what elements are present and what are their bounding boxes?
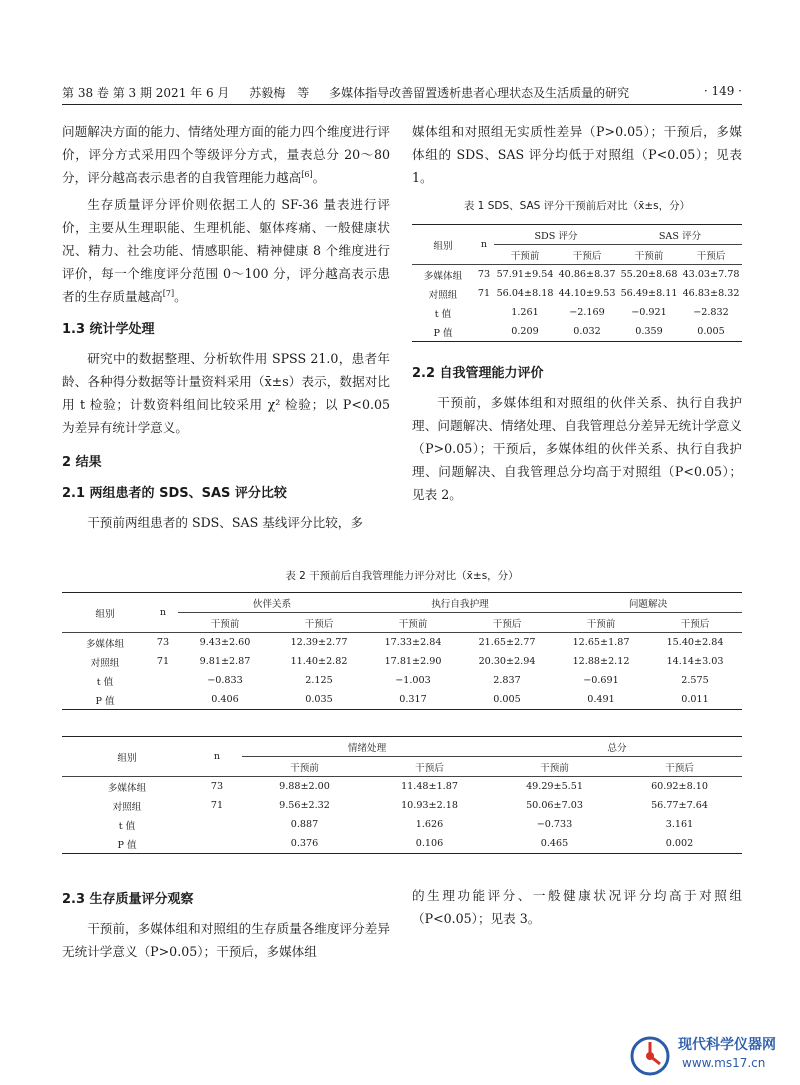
table2-header-emotion: 情绪处理 xyxy=(242,737,492,757)
table-row xyxy=(62,690,742,710)
table-cell: 0.376 xyxy=(242,834,367,854)
table-row xyxy=(62,671,742,690)
table-cell: 多媒体组 xyxy=(85,638,125,650)
watermark-url[interactable]: www.ms17.cn xyxy=(682,1056,766,1070)
table-row xyxy=(62,777,742,797)
table-cell: 12.88±2.12 xyxy=(572,656,630,667)
table-cell: 0.406 xyxy=(178,690,272,710)
right-column xyxy=(412,120,742,189)
table-cell: P 值 xyxy=(62,690,148,710)
table-cell: 9.43±2.60 xyxy=(199,637,251,648)
table-row xyxy=(62,796,742,815)
table-cell: 多媒体组 xyxy=(423,270,463,282)
running-header xyxy=(62,84,742,102)
table2-header-partner: 伙伴关系 xyxy=(178,593,366,613)
table-cell: 多媒体组 xyxy=(107,782,147,794)
table-cell: 11.48±1.87 xyxy=(401,781,458,792)
table-cell: 9.88±2.00 xyxy=(279,781,330,792)
table-cell: 对照组 xyxy=(112,801,142,813)
table-cell xyxy=(474,322,494,342)
table-cell: 干预后 xyxy=(367,757,492,777)
table-cell: 0.317 xyxy=(366,690,460,710)
table-row xyxy=(62,633,742,653)
table-cell xyxy=(474,303,494,322)
table-row xyxy=(412,322,742,342)
table-cell: 56.77±7.64 xyxy=(651,800,708,811)
table-cell: 0.002 xyxy=(617,834,742,854)
table-cell: 55.20±8.68 xyxy=(620,269,678,280)
table-cell: 0.209 xyxy=(494,322,556,342)
table2-header-n: n xyxy=(148,593,178,633)
table-cell: 1.626 xyxy=(415,819,444,830)
table-cell: −0.921 xyxy=(631,307,667,318)
table-cell xyxy=(192,834,242,854)
table-cell: 15.40±2.84 xyxy=(666,637,724,648)
table-cell: P 值 xyxy=(62,834,192,854)
table-cell: 0.032 xyxy=(556,322,618,342)
table-cell: −2.832 xyxy=(693,307,729,318)
paragraph-text: 。 xyxy=(312,170,326,185)
paragraph-sds-sas-intro: 干预前两组患者的 SDS、SAS 基线评分比较，多 xyxy=(87,515,363,530)
table-cell: 干预后 xyxy=(617,757,742,777)
table2-header-problem: 问题解决 xyxy=(554,593,742,613)
table-cell: t 值 xyxy=(434,308,452,320)
table-cell: 0.359 xyxy=(618,322,680,342)
table-cell: t 值 xyxy=(118,820,136,832)
table1-header-sas: SAS 评分 xyxy=(618,225,742,245)
section-heading-2-1: 2.1 两组患者的 SDS、SAS 评分比较 xyxy=(62,486,287,501)
journal-issue: 第 38 卷 第 3 期 2021 年 6 月 xyxy=(62,86,230,100)
table1-header-n: n xyxy=(474,225,494,265)
table-row xyxy=(62,834,742,854)
page-number: · 149 · xyxy=(703,84,742,98)
table-cell: 干预前 xyxy=(492,757,617,777)
table-cell: −0.691 xyxy=(583,675,619,686)
table-cell: 60.92±8.10 xyxy=(651,781,708,792)
table-cell: 干预后 xyxy=(460,613,554,633)
watermark-name: 现代科学仪器网 xyxy=(678,1037,776,1053)
table-cell: 0.491 xyxy=(554,690,648,710)
site-watermark xyxy=(628,1030,793,1080)
table-cell: 43.03±7.78 xyxy=(682,269,740,280)
table-cell: −1.003 xyxy=(395,675,431,686)
table-cell: 10.93±2.18 xyxy=(401,800,458,811)
table-cell: 71 xyxy=(156,656,170,667)
table-cell: 干预后 xyxy=(272,613,366,633)
table-cell xyxy=(148,671,178,690)
paragraph-quality-of-life: 干预前，多媒体组和对照组的生存质量各维度评分差异无统计学意义（P>0.05）；干预后，多媒体组 xyxy=(62,921,390,959)
section-heading-2-3: 2.3 生存质量评分观察 xyxy=(62,892,194,907)
table-cell: 干预后 xyxy=(648,613,742,633)
table-cell: 40.86±8.37 xyxy=(558,269,616,280)
table1 xyxy=(412,224,742,342)
table-cell xyxy=(148,690,178,710)
table-cell: 干预前 xyxy=(554,613,648,633)
table-cell: 73 xyxy=(156,637,170,648)
table-row xyxy=(412,265,742,285)
table-cell: 17.81±2.90 xyxy=(384,656,442,667)
table-cell: 0.035 xyxy=(272,690,366,710)
paragraph-statistics: 研究中的数据整理、分析软件用 SPSS 21.0，患者年龄、各种得分数据等计量资料采用（x̄±s）表示，数据对比用 t 检验；计数资料组间比较采用 χ² 检验；以 P<0.05 为差异有统计学意义。 xyxy=(62,351,390,435)
table-cell: 56.49±8.11 xyxy=(620,288,678,299)
header-authors: 苏毅梅 等 xyxy=(249,86,310,100)
paragraph-quality-of-life-cont: 的生理功能评分、一般健康状况评分均高于对照组（P<0.05）；见表 3。 xyxy=(412,888,742,926)
right-column-2-2 xyxy=(412,362,742,506)
table-cell: 20.30±2.94 xyxy=(478,656,536,667)
table-cell: n xyxy=(192,737,242,777)
paragraph-sf36 xyxy=(62,193,390,308)
table-cell: 56.04±8.18 xyxy=(496,288,554,299)
paragraph-text: 问题解决方面的能力、情绪处理方面的能力四个维度进行评价，评分方式采用四个等级评分方式，量表总分 20～80 分，评分越高表示患者的自我管理能力越高 xyxy=(62,124,390,185)
table1-header-pre: 干预前 xyxy=(494,245,556,265)
table1-header-post: 干预后 xyxy=(680,245,742,265)
table2-part-a xyxy=(62,592,742,710)
table-row xyxy=(412,303,742,322)
table2-header-group: 组别 xyxy=(62,593,148,633)
table-cell: 9.56±2.32 xyxy=(279,800,330,811)
bottom-left-column xyxy=(62,888,390,963)
table-cell: 干预前 xyxy=(178,613,272,633)
table-cell: −0.733 xyxy=(536,819,573,830)
table-cell: 3.161 xyxy=(665,819,694,830)
table-cell: 干预前 xyxy=(242,757,367,777)
citation-7[interactable]: [7] xyxy=(162,288,175,298)
table-cell: 73 xyxy=(477,269,491,280)
table-cell: P 值 xyxy=(412,322,474,342)
left-column xyxy=(62,120,390,534)
table-cell: −0.833 xyxy=(207,675,243,686)
table-cell: 49.29±5.51 xyxy=(526,781,583,792)
table-cell: 57.91±9.54 xyxy=(496,269,554,280)
table-cell: 1.261 xyxy=(511,307,539,318)
table-cell: 71 xyxy=(477,288,491,299)
section-heading-2-2: 2.2 自我管理能力评价 xyxy=(412,366,544,381)
table2-caption: 表 2 干预前后自我管理能力评分对比（x̄±s，分） xyxy=(285,570,519,582)
table1-header-group: 组别 xyxy=(412,225,474,265)
table-cell: 73 xyxy=(210,781,224,792)
table1-caption: 表 1 SDS、SAS 评分干预前后对比（x̄±s，分） xyxy=(463,200,691,212)
table1-header-sds: SDS 评分 xyxy=(494,225,618,245)
header-title: 多媒体指导改善留置透析患者心理状态及生活质量的研究 xyxy=(329,86,630,100)
table-cell: 0.005 xyxy=(680,322,742,342)
table2-part-b xyxy=(62,736,742,854)
table-cell: 71 xyxy=(210,800,224,811)
table-cell: 46.83±8.32 xyxy=(682,288,740,299)
table-cell: 2.575 xyxy=(681,675,709,686)
section-heading-1-3: 1.3 统计学处理 xyxy=(62,322,155,337)
table-cell: 2.125 xyxy=(305,675,333,686)
instrument-logo-icon xyxy=(628,1034,672,1078)
table-cell: 11.40±2.82 xyxy=(290,656,348,667)
table-cell: 12.39±2.77 xyxy=(290,637,348,648)
table-cell: 0.887 xyxy=(290,819,319,830)
table-cell: 0.005 xyxy=(460,690,554,710)
table-cell: 0.011 xyxy=(648,690,742,710)
paragraph-text: 生存质量评分评价则依据工人的 SF-36 量表进行评价，主要从生理职能、生理机能、躯体疼痛、一般健康状况、精力、社会功能、情感职能、精神健康 8 个维度进行评价，每一个维度评分范围 0～100 分，评分越高表示患者的生存质量越高 xyxy=(62,197,390,304)
table-cell: 组别 xyxy=(62,737,192,777)
paragraph-self-management-result: 干预前，多媒体组和对照组的伙伴关系、执行自我护理、问题解决、情绪处理、自我管理总分差异无统计学意义（P>0.05）；干预后，多媒体组的伙伴关系、执行自我护理、问题解决、自我管理总分均高于对照组（P<0.05）；见表 2。 xyxy=(412,395,742,502)
table-cell: 0.106 xyxy=(367,834,492,854)
table1-header-pre: 干预前 xyxy=(618,245,680,265)
table-cell xyxy=(192,815,242,834)
table-cell: 9.81±2.87 xyxy=(199,656,251,667)
table2-header-selfcare: 执行自我护理 xyxy=(366,593,554,613)
table-cell: −2.169 xyxy=(569,307,605,318)
header-rule xyxy=(62,104,742,105)
table1-header-post: 干预后 xyxy=(556,245,618,265)
section-heading-2: 2 结果 xyxy=(62,455,102,470)
table-cell: 17.33±2.84 xyxy=(384,637,442,648)
table-cell: 50.06±7.03 xyxy=(526,800,583,811)
table-row xyxy=(412,284,742,303)
citation-6[interactable]: [6] xyxy=(301,169,313,179)
bottom-right-column xyxy=(412,884,742,930)
table-cell: 14.14±3.03 xyxy=(666,656,724,667)
table-cell: 12.65±1.87 xyxy=(572,637,630,648)
table-cell: 44.10±9.53 xyxy=(558,288,616,299)
paragraph-text: 。 xyxy=(174,289,187,304)
paragraph-sds-sas-result: 媒体组和对照组无实质性差异（P>0.05）；干预后，多媒体组的 SDS、SAS 评分均低于对照组（P<0.05）；见表 1。 xyxy=(412,124,742,185)
table-row xyxy=(62,652,742,671)
table-cell: 对照组 xyxy=(428,289,458,301)
table-cell: 21.65±2.77 xyxy=(478,637,536,648)
table-cell: 0.465 xyxy=(492,834,617,854)
table2-header-total: 总分 xyxy=(492,737,742,757)
paragraph-self-management-scale xyxy=(62,120,390,189)
table-cell: 对照组 xyxy=(90,657,120,669)
table-cell: 2.837 xyxy=(493,675,521,686)
table-cell: 干预前 xyxy=(366,613,460,633)
table-cell: t 值 xyxy=(96,676,114,688)
table-row xyxy=(62,815,742,834)
